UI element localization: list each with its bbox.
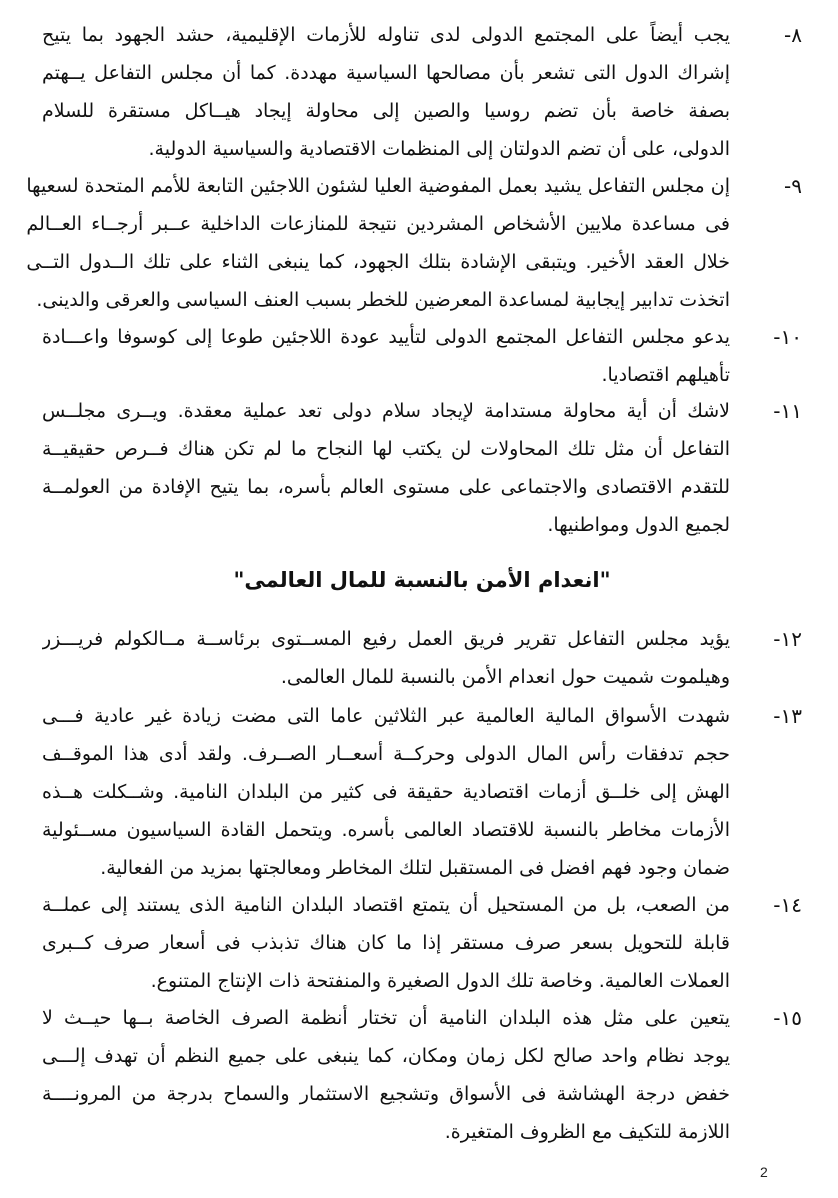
- paragraph-15: [42, 999, 802, 1151]
- text-line: لاشك أن أية محاولة مستدامة لإيجاد سلام دولى تعد عملية معقدة. ويــرى مجلــس: [42, 400, 730, 422]
- paragraph-body: [42, 697, 730, 887]
- paragraph-body: [42, 620, 730, 696]
- paragraph-number: ١١-: [773, 399, 802, 423]
- text-line: يجب أيضاً على المجتمع الدولى لدى تناوله للأزمات الإقليمية، حشد الجهود بما يتيح: [42, 24, 730, 46]
- text-line: يؤيد مجلس التفاعل تقرير فريق العمل رفيع المســتوى برئاســة مــالكولم فريـــزر: [42, 628, 730, 650]
- text-line: اتخذت تدابير إيجابية لمساعدة المعرضين للخطر بسبب العنف السياسى والعرقى والدينى.: [36, 289, 730, 311]
- paragraph-body: [42, 999, 730, 1151]
- paragraph-14: [42, 886, 802, 1000]
- text-line: قابلة للتحويل بسعر صرف مستقر إذا ما كان هناك تذبذب فى أسعار صرف كــبرى: [42, 932, 730, 954]
- text-line: تأهيلهم اقتصاديا.: [601, 364, 730, 386]
- paragraph-10: [42, 318, 802, 394]
- section-heading: "انعدام الأمن بالنسبة للمال العالمى": [233, 568, 611, 592]
- paragraph-number: ١٠-: [773, 325, 802, 349]
- text-line: العملات العالمية. وخاصة تلك الدول الصغيرة والمنفتحة ذات الإنتاج المتنوع.: [150, 970, 730, 992]
- text-line: خفض درجة الهشاشة فى الأسواق وتشجيع الاستثمار والسماح بدرجة من المرونــــة: [42, 1083, 730, 1105]
- paragraph-number: ١٥-: [773, 1006, 802, 1030]
- paragraph-body: [42, 886, 730, 1000]
- text-line: للتقدم الاقتصادى والاجتماعى على مستوى العالم بأسره، بما يتيح الإفادة من العولمــة: [42, 476, 730, 498]
- paragraph-number: ٩-: [784, 174, 802, 198]
- text-line: يتعين على مثل هذه البلدان النامية أن تختار أنظمة الصرف الخاصة بــها حيــث لا: [42, 1007, 730, 1029]
- text-line: يدعو مجلس التفاعل المجتمع الدولى لتأييد عودة اللاجئين طوعا إلى كوسوفا واعـــادة: [42, 326, 730, 348]
- text-line: يوجد نظام واحد صالح لكل زمان ومكان، كما ينبغى على جميع النظم أن تهدف إلـــى: [42, 1045, 730, 1067]
- text-line: الدولى، على أن تضم الدولتان إلى المنظمات الاقتصادية والسياسية الدولية.: [148, 138, 730, 160]
- paragraph-8: [42, 16, 802, 168]
- paragraph-number: ٨-: [784, 23, 802, 47]
- text-line: التفاعل أن مثل تلك المحاولات لن يكتب لها النجاح ما لم تكن هناك فــرص حقيقيــة: [42, 438, 730, 460]
- text-line: ضمان وجود فهم افضل فى المستقبل لتلك المخاطر ومعالجتها بمزيد من الفعالية.: [100, 857, 730, 879]
- paragraph-body: [42, 318, 730, 394]
- paragraph-body: [42, 16, 730, 168]
- text-line: فى مساعدة ملايين الأشخاص المشردين نتيجة للمنازعات الداخلية عــبر أرجــاء العــالم: [26, 213, 730, 235]
- text-line: حجم تدفقات رأس المال الدولى وحركــة أسعــار الصــرف. ولقد أدى هذا الموقــف: [42, 743, 730, 765]
- text-line: الهش إلى خلــق أزمات اقتصادية حقيقة فى كثير من البلدان النامية. وشــكلت هــذه: [42, 781, 730, 803]
- text-line: الأزمات مخاطر بالنسبة للاقتصاد العالمى بأسره. ويتحمل القادة السياسيون مســئولية: [42, 819, 730, 841]
- paragraph-12: [42, 620, 802, 696]
- paragraph-11: [42, 392, 802, 544]
- text-line: بصفة خاصة بأن تضم روسيا والصين إلى محاولة إيجاد هيــاكل مستقرة للسلام: [42, 100, 730, 122]
- text-line: من الصعب، بل من المستحيل أن يتمتع اقتصاد البلدان النامية الذى يستند إلى عملــة: [42, 894, 730, 916]
- paragraph-13: [42, 697, 802, 887]
- text-line: خلال العقد الأخير. ويتبقى الإشادة بتلك الجهود، كما ينبغى الثناء على تلك الــدول التــى: [26, 251, 730, 273]
- paragraph-body: [42, 392, 730, 544]
- paragraph-number: ١٣-: [773, 704, 802, 728]
- text-line: شهدت الأسواق المالية العالمية عبر الثلاثين عاما التى مضت زيادة غير عادية فـــى: [42, 705, 730, 727]
- paragraph-9: [26, 167, 802, 319]
- paragraph-number: ١٢-: [773, 627, 802, 651]
- text-line: إن مجلس التفاعل يشيد بعمل المفوضية العليا لشئون اللاجئين التابعة للأمم المتحدة لسعيها: [26, 175, 730, 197]
- text-line: اللازمة للتكيف مع الظروف المتغيرة.: [444, 1121, 730, 1143]
- text-line: وهيلموت شميت حول انعدام الأمن بالنسبة للمال العالمى.: [280, 666, 730, 688]
- page-number: 2: [760, 1164, 768, 1180]
- paragraph-number: ١٤-: [773, 893, 802, 917]
- text-line: إشراك الدول التى تشعر بأن مصالحها السياسية مهددة. كما أن مجلس التفاعل يــهتم: [42, 62, 730, 84]
- paragraph-body: [26, 167, 730, 319]
- text-line: لجميع الدول ومواطنيها.: [547, 514, 730, 536]
